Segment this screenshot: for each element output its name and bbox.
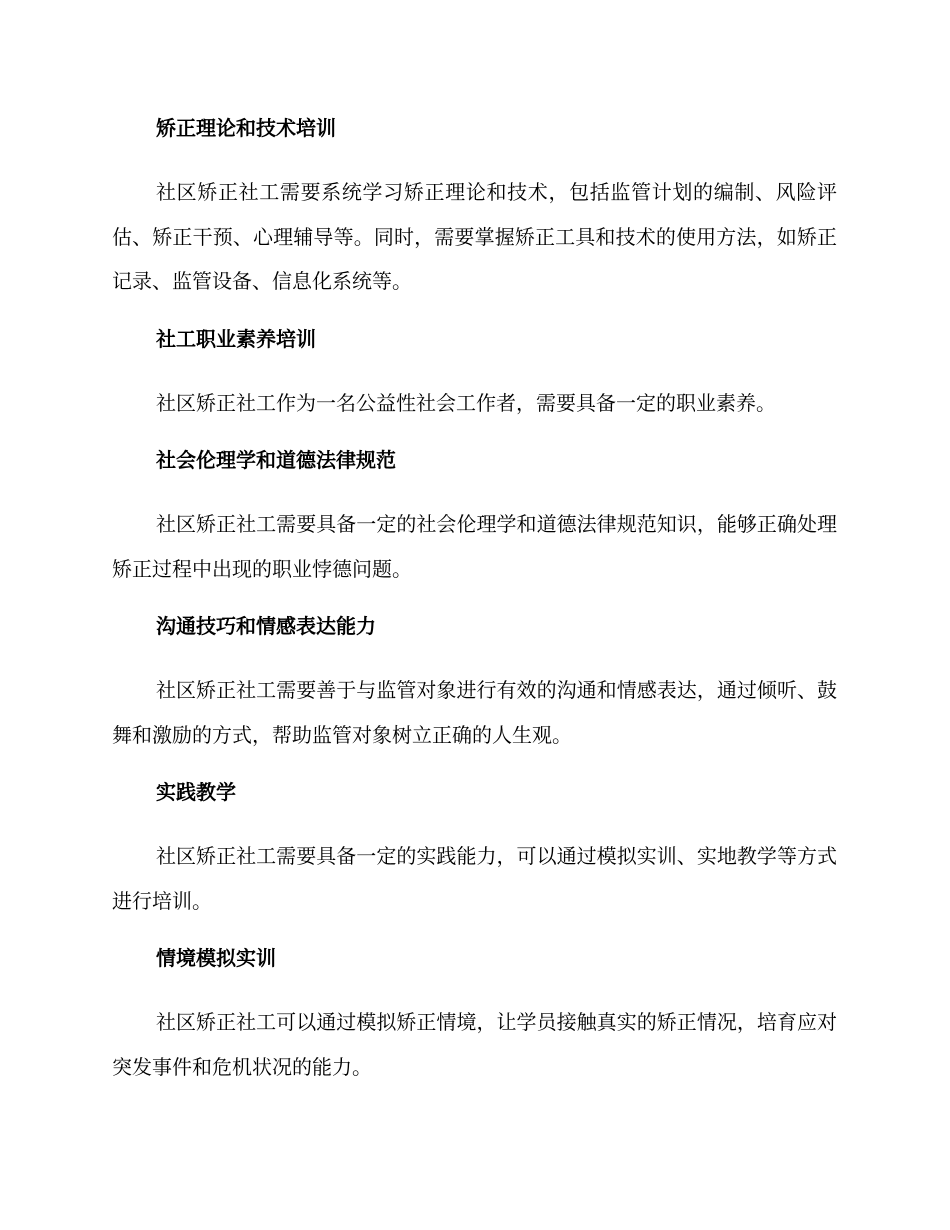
document-page [112,112,837,1089]
section-heading: 社会伦理学和道德法律规范 [156,448,396,472]
section-heading: 情境模拟实训 [156,946,276,970]
section-heading: 社工职业素养培训 [156,326,316,351]
section-heading: 沟通技巧和情感表达能力 [156,614,376,638]
section-heading: 矫正理论和技术培训 [156,116,336,140]
section-paragraph: 社区矫正社工作为一名公益性社会工作者，需要具备一定的职业素养。 [156,390,776,415]
section-heading: 实践教学 [156,780,236,804]
section-paragraph: 社区矫正社工需要善于与监管对象进行有效的沟通和情感表达，通过倾听、鼓舞和激励的方式，帮助监管对象树立正确的人生观。 [112,678,837,747]
section-paragraph: 社区矫正社工需要系统学习矫正理论和技术，包括监管计划的编制、风险评估、矫正干预、心理辅导等。同时，需要掌握矫正工具和技术的使用方法，如矫正记录、监管设备、信息化系统等。 [112,180,837,293]
section-paragraph: 社区矫正社工可以通过模拟矫正情境，让学员接触真实的矫正情况，培育应对突发事件和危机状况的能力。 [112,1010,837,1079]
section-paragraph: 社区矫正社工需要具备一定的实践能力，可以通过模拟实训、实地教学等方式进行培训。 [112,844,837,913]
section-paragraph: 社区矫正社工需要具备一定的社会伦理学和道德法律规范知识，能够正确处理矫正过程中出现的职业悖德问题。 [112,512,837,581]
